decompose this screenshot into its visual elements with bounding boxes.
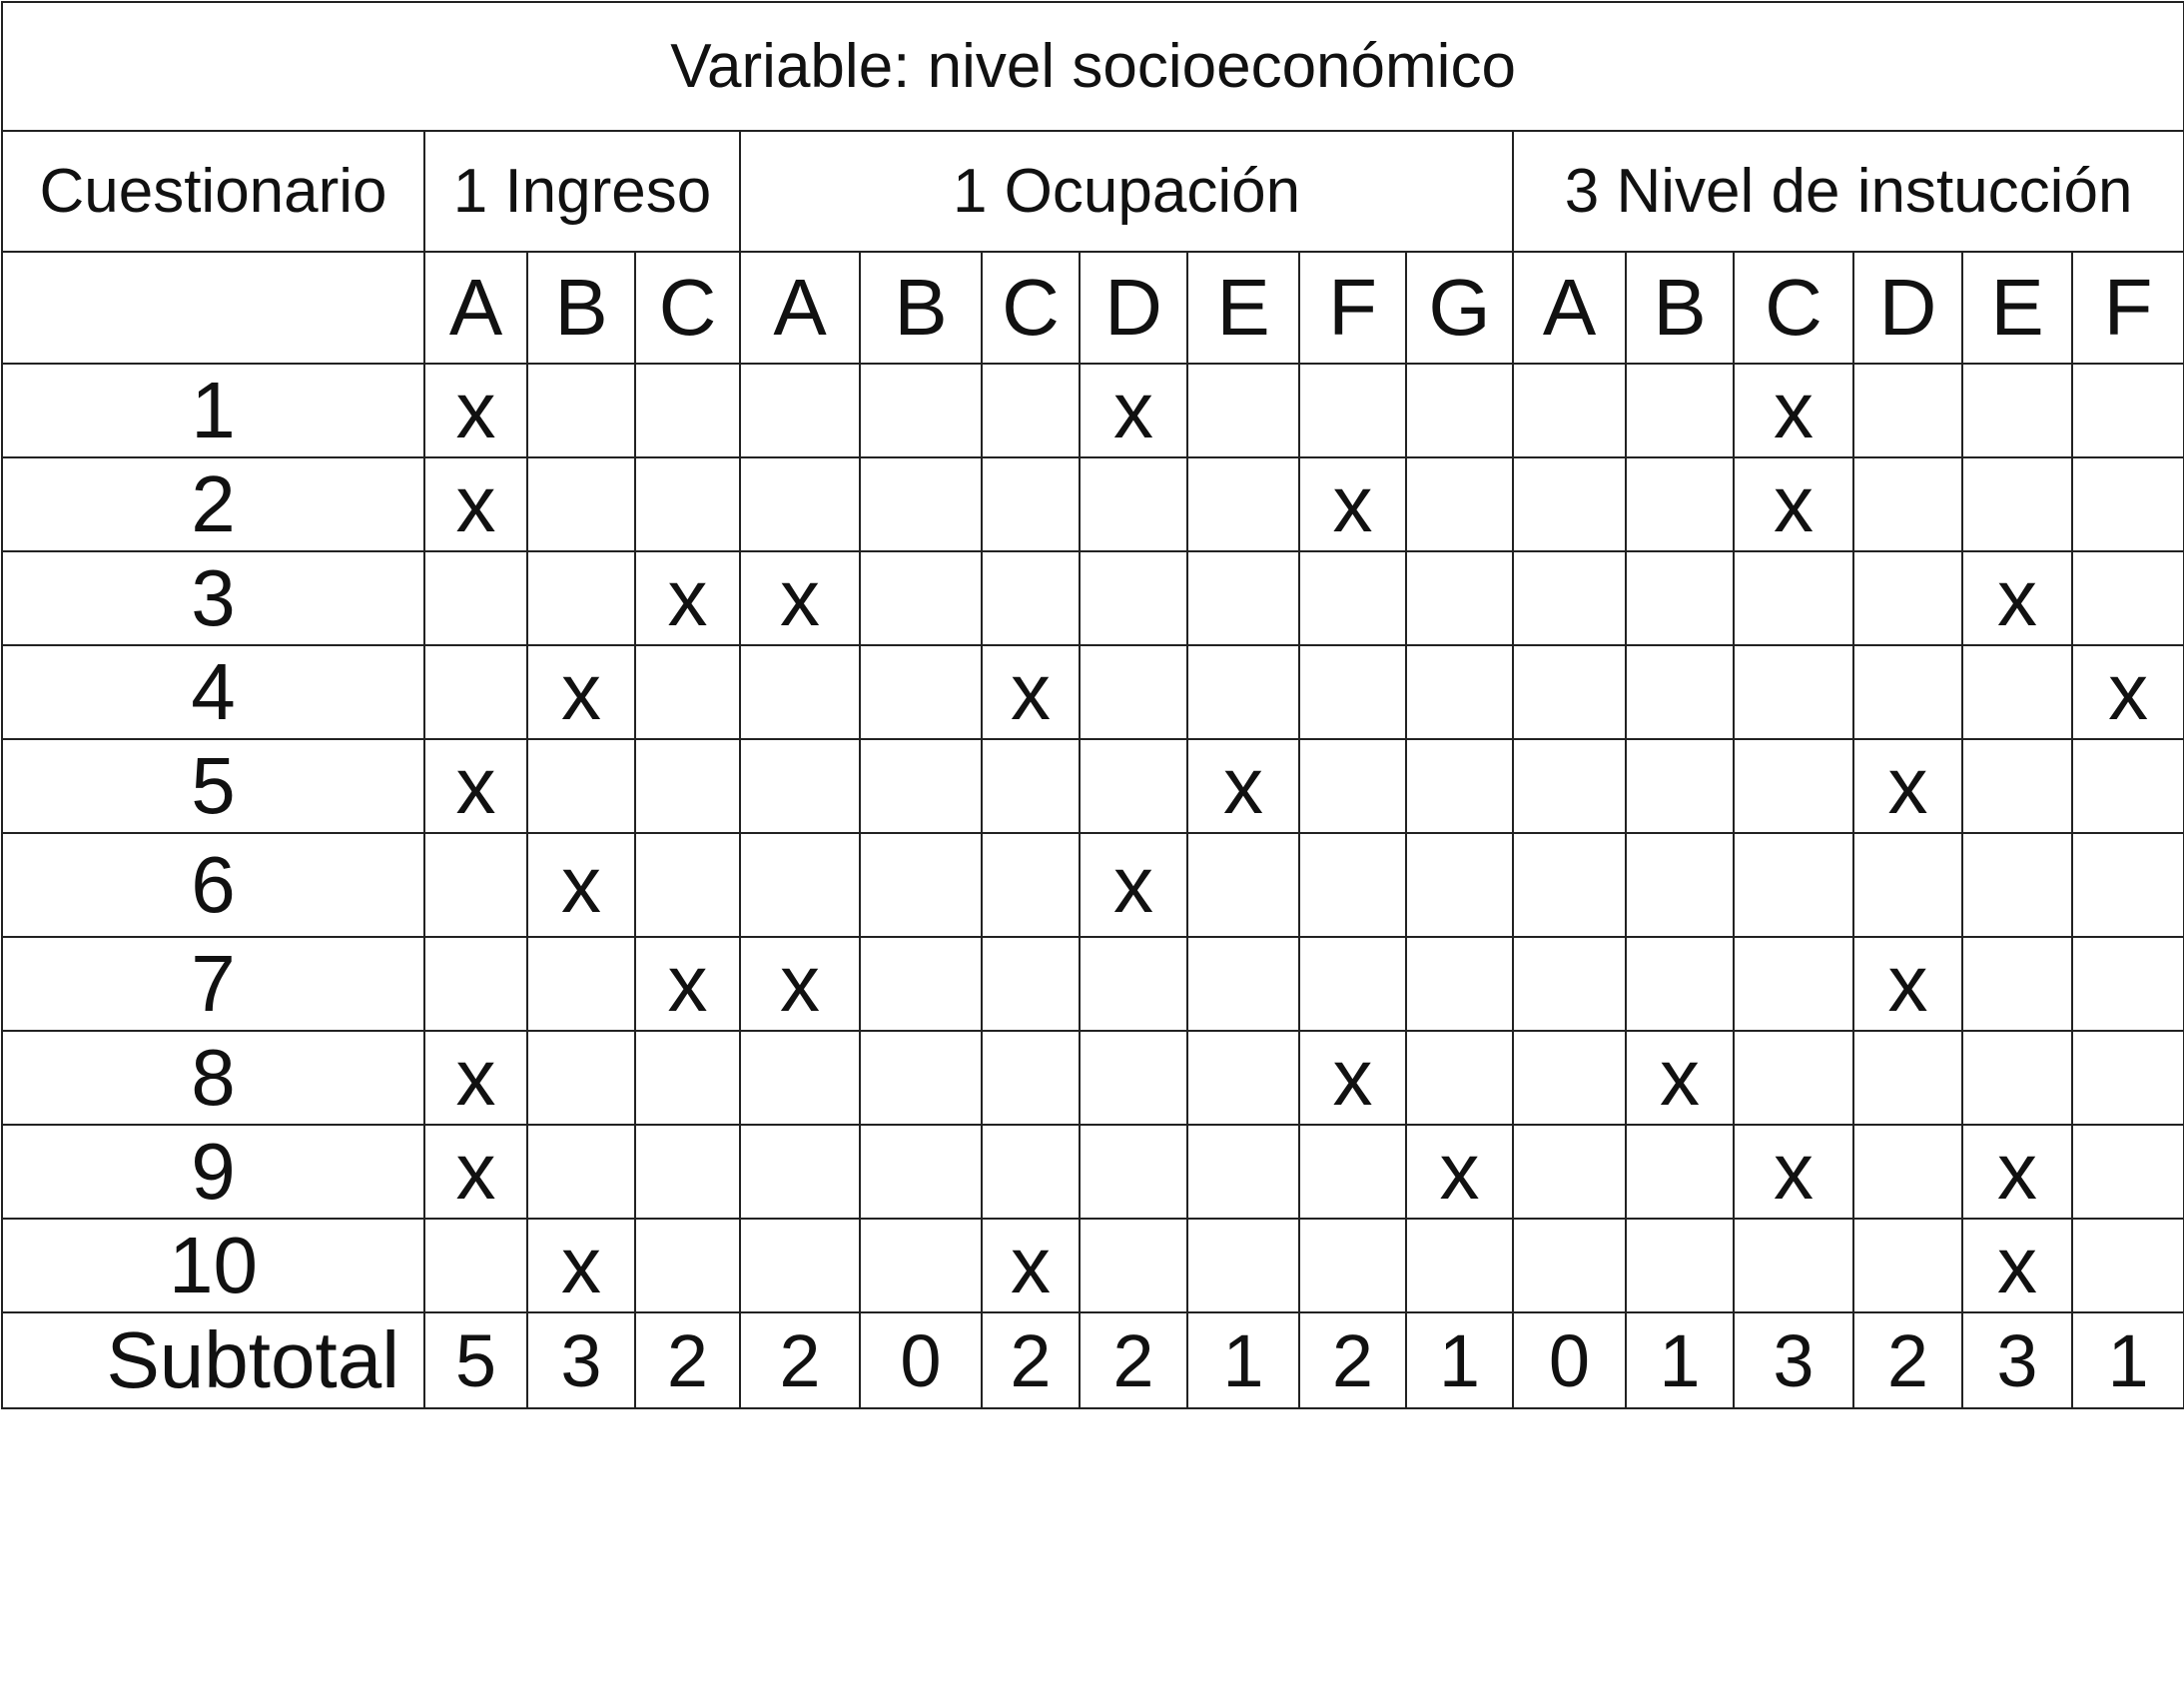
tally-cell bbox=[1080, 1031, 1187, 1125]
tally-cell bbox=[2072, 1125, 2184, 1219]
option-letter-header: D bbox=[1080, 252, 1187, 364]
tally-cell bbox=[1080, 457, 1187, 551]
tally-cell bbox=[1299, 364, 1406, 457]
tally-cell bbox=[1406, 739, 1513, 833]
tally-cell bbox=[1853, 1125, 1962, 1219]
tally-cell bbox=[527, 551, 635, 645]
tally-mark: x bbox=[1113, 840, 1153, 929]
option-letter-header: A bbox=[424, 252, 527, 364]
tally-cell bbox=[1962, 457, 2072, 551]
tally-cell bbox=[740, 457, 860, 551]
tally-cell bbox=[635, 551, 740, 645]
tally-cell bbox=[1299, 833, 1406, 937]
tally-mark: x bbox=[455, 741, 496, 830]
group-header-ocupacion: 1 Ocupación bbox=[740, 131, 1513, 252]
tally-cell bbox=[424, 551, 527, 645]
tally-cell bbox=[1853, 645, 1962, 739]
tally-cell bbox=[1187, 551, 1299, 645]
subtotal-value: 2 bbox=[1299, 1312, 1406, 1408]
tally-cell bbox=[527, 645, 635, 739]
tally-cell bbox=[2072, 457, 2184, 551]
tally-cell bbox=[1299, 937, 1406, 1031]
tally-cell bbox=[1734, 645, 1853, 739]
table-row bbox=[2, 457, 2184, 551]
tally-cell bbox=[635, 739, 740, 833]
table-row bbox=[2, 937, 2184, 1031]
tally-cell bbox=[1187, 739, 1299, 833]
tally-mark: x bbox=[1332, 1033, 1373, 1122]
tally-cell bbox=[1734, 1219, 1853, 1312]
questionnaire-number: 10 bbox=[2, 1219, 424, 1312]
tally-cell bbox=[982, 937, 1080, 1031]
tally-cell bbox=[1734, 833, 1853, 937]
tally-mark: x bbox=[667, 553, 708, 642]
tally-cell bbox=[1513, 833, 1626, 937]
tally-cell bbox=[2072, 833, 2184, 937]
tally-cell bbox=[1406, 457, 1513, 551]
tally-cell bbox=[1080, 833, 1187, 937]
tally-cell bbox=[1626, 551, 1734, 645]
tally-mark: x bbox=[561, 1221, 601, 1309]
tally-mark: x bbox=[1887, 741, 1928, 830]
tally-cell bbox=[1626, 1219, 1734, 1312]
tally-cell bbox=[1187, 937, 1299, 1031]
subtotal-row bbox=[2, 1312, 2184, 1408]
tally-cell bbox=[1080, 1125, 1187, 1219]
tally-cell bbox=[1080, 937, 1187, 1031]
tally-cell bbox=[982, 833, 1080, 937]
tally-cell bbox=[860, 1031, 982, 1125]
tally-cell bbox=[740, 1219, 860, 1312]
tally-cell bbox=[1080, 739, 1187, 833]
option-letter-header: A bbox=[740, 252, 860, 364]
tally-cell bbox=[860, 1219, 982, 1312]
subtotal-value: 1 bbox=[2072, 1312, 2184, 1408]
questionnaire-number: 7 bbox=[2, 937, 424, 1031]
subtotal-value: 2 bbox=[1853, 1312, 1962, 1408]
option-letter-header: E bbox=[1187, 252, 1299, 364]
tally-cell bbox=[1299, 1219, 1406, 1312]
table-row bbox=[2, 833, 2184, 937]
tally-cell bbox=[1962, 739, 2072, 833]
tally-mark: x bbox=[455, 366, 496, 454]
tally-cell bbox=[424, 937, 527, 1031]
tally-cell bbox=[1853, 833, 1962, 937]
tally-mark: x bbox=[455, 1127, 496, 1216]
option-letter-header: E bbox=[1962, 252, 2072, 364]
tally-cell bbox=[635, 645, 740, 739]
tally-cell bbox=[635, 364, 740, 457]
subtotal-value: 1 bbox=[1626, 1312, 1734, 1408]
questionnaire-number: 9 bbox=[2, 1125, 424, 1219]
tally-cell bbox=[1187, 833, 1299, 937]
tally-cell bbox=[982, 364, 1080, 457]
tally-cell bbox=[1299, 1031, 1406, 1125]
questionnaire-number: 6 bbox=[2, 833, 424, 937]
tally-cell bbox=[424, 1125, 527, 1219]
tally-cell bbox=[740, 937, 860, 1031]
subtotal-value: 2 bbox=[740, 1312, 860, 1408]
tally-cell bbox=[1187, 1125, 1299, 1219]
tally-cell bbox=[1406, 1219, 1513, 1312]
tally-cell bbox=[424, 833, 527, 937]
tally-cell bbox=[982, 551, 1080, 645]
tally-cell bbox=[1187, 1219, 1299, 1312]
option-letter-header: A bbox=[1513, 252, 1626, 364]
socioeconomic-tally-table bbox=[1, 1, 2184, 1409]
option-letter-row bbox=[2, 252, 2184, 364]
tally-cell bbox=[635, 457, 740, 551]
tally-cell bbox=[1962, 645, 2072, 739]
tally-cell bbox=[1080, 645, 1187, 739]
option-letter-header: D bbox=[1853, 252, 1962, 364]
table-row bbox=[2, 1219, 2184, 1312]
tally-cell bbox=[527, 457, 635, 551]
tally-cell bbox=[1962, 1219, 2072, 1312]
tally-cell bbox=[2072, 364, 2184, 457]
tally-mark: x bbox=[1332, 459, 1373, 548]
tally-cell bbox=[635, 937, 740, 1031]
tally-cell bbox=[860, 645, 982, 739]
tally-cell bbox=[1406, 1031, 1513, 1125]
tally-cell bbox=[1187, 645, 1299, 739]
tally-cell bbox=[1406, 645, 1513, 739]
tally-cell bbox=[982, 739, 1080, 833]
option-letter-header: B bbox=[527, 252, 635, 364]
tally-cell bbox=[1734, 551, 1853, 645]
tally-mark: x bbox=[561, 840, 601, 929]
tally-cell bbox=[1513, 364, 1626, 457]
tally-mark: x bbox=[1660, 1033, 1700, 1122]
tally-cell bbox=[1513, 1125, 1626, 1219]
subtotal-value: 0 bbox=[860, 1312, 982, 1408]
option-letter-header: F bbox=[1299, 252, 1406, 364]
tally-cell bbox=[740, 645, 860, 739]
tally-cell bbox=[1962, 937, 2072, 1031]
tally-cell bbox=[982, 1125, 1080, 1219]
empty-corner-cell bbox=[2, 252, 424, 364]
subtotal-value: 2 bbox=[982, 1312, 1080, 1408]
tally-mark: x bbox=[1011, 647, 1051, 736]
tally-cell bbox=[1513, 937, 1626, 1031]
tally-cell bbox=[635, 1219, 740, 1312]
table-row bbox=[2, 739, 2184, 833]
tally-cell bbox=[1853, 457, 1962, 551]
tally-cell bbox=[1299, 645, 1406, 739]
tally-cell bbox=[740, 739, 860, 833]
questionnaire-number: 5 bbox=[2, 739, 424, 833]
tally-mark: x bbox=[1997, 553, 2037, 642]
questionnaire-number: 8 bbox=[2, 1031, 424, 1125]
tally-mark: x bbox=[1997, 1127, 2037, 1216]
subtotal-label: Subtotal bbox=[2, 1312, 424, 1408]
tally-cell bbox=[1406, 364, 1513, 457]
tally-cell bbox=[2072, 551, 2184, 645]
tally-cell bbox=[1853, 1031, 1962, 1125]
tally-cell bbox=[1734, 937, 1853, 1031]
tally-cell bbox=[527, 1125, 635, 1219]
tally-cell bbox=[1626, 645, 1734, 739]
option-letter-header: C bbox=[1734, 252, 1853, 364]
tally-cell bbox=[1626, 937, 1734, 1031]
subtotal-value: 1 bbox=[1406, 1312, 1513, 1408]
subtotal-value: 1 bbox=[1187, 1312, 1299, 1408]
tally-cell bbox=[1962, 1125, 2072, 1219]
tally-cell bbox=[1626, 1125, 1734, 1219]
tally-cell bbox=[1187, 457, 1299, 551]
tally-cell bbox=[860, 457, 982, 551]
option-letter-header: C bbox=[982, 252, 1080, 364]
tally-cell bbox=[1080, 364, 1187, 457]
tally-cell bbox=[527, 739, 635, 833]
questionnaire-number: 1 bbox=[2, 364, 424, 457]
tally-cell bbox=[424, 1219, 527, 1312]
tally-cell bbox=[982, 1219, 1080, 1312]
group-header-row bbox=[2, 131, 2184, 252]
tally-mark: x bbox=[780, 939, 820, 1028]
tally-cell bbox=[1853, 937, 1962, 1031]
tally-cell bbox=[860, 551, 982, 645]
tally-mark: x bbox=[1774, 1127, 1814, 1216]
tally-cell bbox=[1513, 457, 1626, 551]
questionnaire-number: 4 bbox=[2, 645, 424, 739]
tally-cell bbox=[860, 739, 982, 833]
tally-cell bbox=[982, 1031, 1080, 1125]
subtotal-value: 5 bbox=[424, 1312, 527, 1408]
tally-cell bbox=[1406, 833, 1513, 937]
tally-cell bbox=[1406, 1125, 1513, 1219]
questionnaire-number: 3 bbox=[2, 551, 424, 645]
tally-cell bbox=[1513, 739, 1626, 833]
option-letter-header: C bbox=[635, 252, 740, 364]
tally-cell bbox=[860, 1125, 982, 1219]
tally-mark: x bbox=[1887, 939, 1928, 1028]
tally-cell bbox=[982, 645, 1080, 739]
tally-cell bbox=[424, 364, 527, 457]
tally-cell bbox=[1626, 833, 1734, 937]
tally-cell bbox=[860, 364, 982, 457]
tally-mark: x bbox=[1223, 741, 1263, 830]
tally-cell bbox=[860, 937, 982, 1031]
tally-cell bbox=[982, 457, 1080, 551]
tally-mark: x bbox=[2108, 647, 2149, 736]
table-row bbox=[2, 1125, 2184, 1219]
tally-cell bbox=[740, 1125, 860, 1219]
tally-mark: x bbox=[1113, 366, 1153, 454]
table-row bbox=[2, 551, 2184, 645]
subtotal-value: 3 bbox=[1734, 1312, 1853, 1408]
tally-cell bbox=[1299, 457, 1406, 551]
tally-cell bbox=[1080, 551, 1187, 645]
tally-mark: x bbox=[667, 939, 708, 1028]
group-header-ingreso: 1 Ingreso bbox=[424, 131, 740, 252]
option-letter-header: G bbox=[1406, 252, 1513, 364]
tally-cell bbox=[527, 1031, 635, 1125]
tally-cell bbox=[1853, 364, 1962, 457]
tally-cell bbox=[1853, 551, 1962, 645]
tally-cell bbox=[2072, 1031, 2184, 1125]
tally-cell bbox=[1853, 739, 1962, 833]
subtotal-value: 2 bbox=[635, 1312, 740, 1408]
tally-cell bbox=[635, 833, 740, 937]
tally-mark: x bbox=[1997, 1221, 2037, 1309]
tally-mark: x bbox=[561, 647, 601, 736]
tally-cell bbox=[1626, 364, 1734, 457]
tally-mark: x bbox=[780, 553, 820, 642]
tally-mark: x bbox=[1774, 366, 1814, 454]
tally-cell bbox=[860, 833, 982, 937]
option-letter-header: B bbox=[1626, 252, 1734, 364]
tally-cell bbox=[1299, 551, 1406, 645]
tally-cell bbox=[635, 1031, 740, 1125]
table-row bbox=[2, 364, 2184, 457]
tally-mark: x bbox=[455, 459, 496, 548]
tally-mark: x bbox=[1774, 459, 1814, 548]
tally-cell bbox=[424, 457, 527, 551]
row-header-label: Cuestionario bbox=[2, 131, 424, 252]
tally-cell bbox=[424, 739, 527, 833]
tally-cell bbox=[740, 1031, 860, 1125]
tally-cell bbox=[1626, 739, 1734, 833]
tally-cell bbox=[2072, 645, 2184, 739]
tally-cell bbox=[424, 1031, 527, 1125]
tally-cell bbox=[1513, 551, 1626, 645]
tally-cell bbox=[1080, 1219, 1187, 1312]
tally-mark: x bbox=[455, 1033, 496, 1122]
tally-cell bbox=[2072, 937, 2184, 1031]
tally-cell bbox=[635, 1125, 740, 1219]
subtotal-value: 3 bbox=[527, 1312, 635, 1408]
tally-cell bbox=[1187, 1031, 1299, 1125]
tally-cell bbox=[1626, 1031, 1734, 1125]
subtotal-value: 3 bbox=[1962, 1312, 2072, 1408]
tally-cell bbox=[1734, 457, 1853, 551]
tally-cell bbox=[1962, 364, 2072, 457]
tally-cell bbox=[1406, 551, 1513, 645]
table-row bbox=[2, 1031, 2184, 1125]
tally-cell bbox=[527, 1219, 635, 1312]
tally-cell bbox=[740, 551, 860, 645]
tally-cell bbox=[527, 833, 635, 937]
tally-cell bbox=[1962, 551, 2072, 645]
tally-cell bbox=[527, 364, 635, 457]
tally-mark: x bbox=[1439, 1127, 1480, 1216]
tally-cell bbox=[1962, 833, 2072, 937]
tally-cell bbox=[1513, 1219, 1626, 1312]
tally-mark: x bbox=[1011, 1221, 1051, 1309]
tally-cell bbox=[2072, 739, 2184, 833]
option-letter-header: B bbox=[860, 252, 982, 364]
subtotal-value: 0 bbox=[1513, 1312, 1626, 1408]
questionnaire-number: 2 bbox=[2, 457, 424, 551]
tally-cell bbox=[1299, 1125, 1406, 1219]
tally-cell bbox=[1513, 1031, 1626, 1125]
option-letter-header: F bbox=[2072, 252, 2184, 364]
tally-cell bbox=[740, 364, 860, 457]
table-row bbox=[2, 645, 2184, 739]
table-title: Variable: nivel socioeconómico bbox=[2, 2, 2184, 131]
tally-cell bbox=[1734, 1031, 1853, 1125]
tally-cell bbox=[1962, 1031, 2072, 1125]
tally-cell bbox=[1513, 645, 1626, 739]
tally-cell bbox=[1734, 739, 1853, 833]
group-header-nivel-instruccion: 3 Nivel de instucción bbox=[1513, 131, 2184, 252]
subtotal-value: 2 bbox=[1080, 1312, 1187, 1408]
tally-cell bbox=[1853, 1219, 1962, 1312]
tally-cell bbox=[740, 833, 860, 937]
tally-cell bbox=[527, 937, 635, 1031]
tally-cell bbox=[424, 645, 527, 739]
tally-cell bbox=[1406, 937, 1513, 1031]
tally-cell bbox=[1626, 457, 1734, 551]
tally-cell bbox=[1734, 1125, 1853, 1219]
tally-cell bbox=[1299, 739, 1406, 833]
tally-cell bbox=[1734, 364, 1853, 457]
tally-cell bbox=[2072, 1219, 2184, 1312]
title-row bbox=[2, 2, 2184, 131]
tally-cell bbox=[1187, 364, 1299, 457]
